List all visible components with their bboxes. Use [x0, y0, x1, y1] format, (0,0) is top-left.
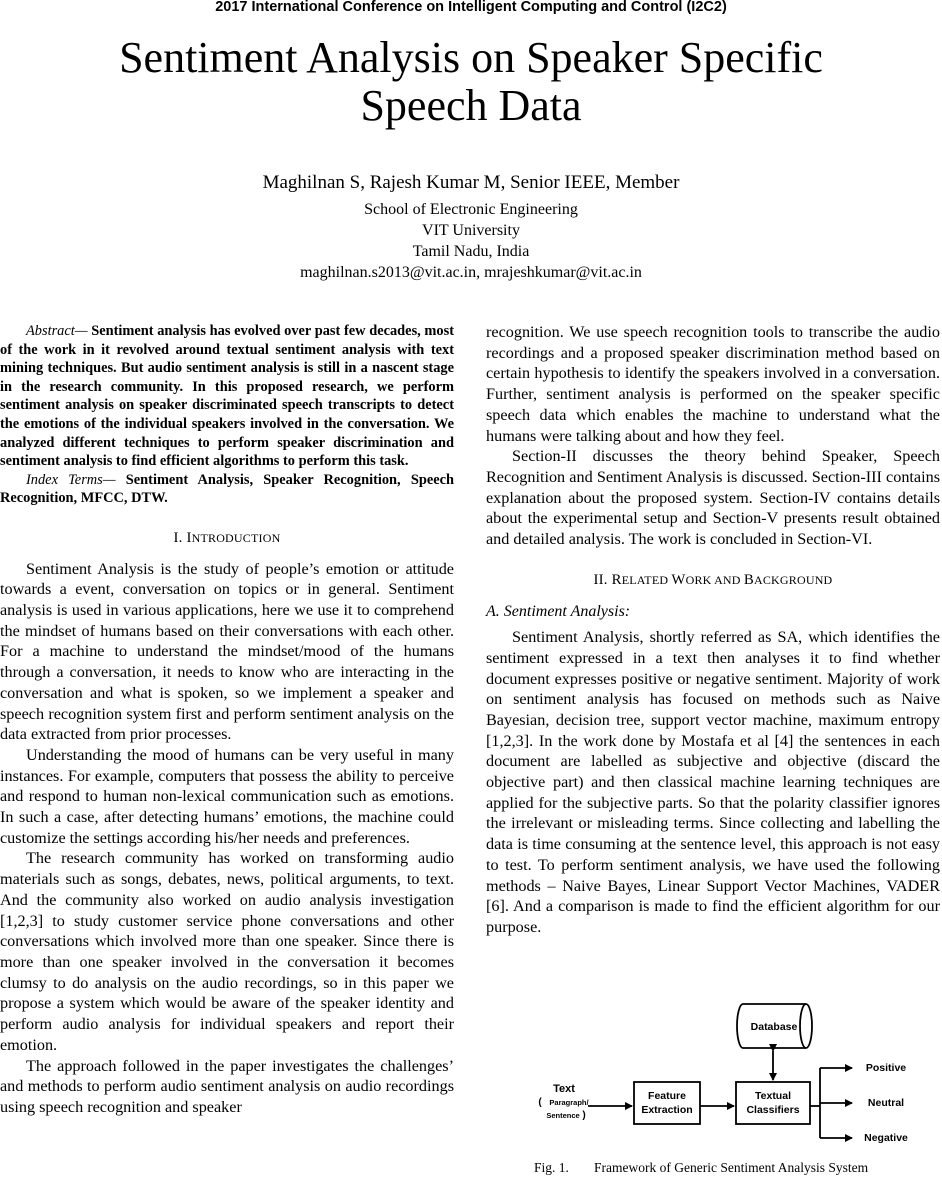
affiliation-block [0, 199, 942, 283]
feature-label-1: Feature [648, 1090, 686, 1102]
intro-paragraph-2: Understanding the mood of humans can be very useful in many instances. For example, computers that possess the ability to perceive and respond to human non-lexical communication such as emotions. In such a case, after detecting humans’ emotions, the machine could customize the settings according his/her needs and preferences. [0, 745, 454, 847]
textual-classifiers-node [736, 1082, 810, 1124]
index-terms-lead: Index Terms— [26, 471, 116, 488]
section-title-cap: B [743, 571, 754, 588]
index-terms [0, 471, 454, 508]
section-title-rest: ACKGROUND [753, 572, 833, 587]
input-label: Text [553, 1083, 575, 1095]
affiliation-school: School of Electronic Engineering [364, 201, 578, 218]
abstract-text: Sentiment analysis has evolved over past few decades, most of the work in it revolved around textual sentiment analysis with text mining techniques. But audio sentiment analysis is still in a nascent stage in the research community. In this proposed research, we perform sentiment analysis on speaker discriminated speech transcripts to detect the emotions of the individual speakers involved in the conversation. We analyzed different techniques to perform speaker discrimination and sentiment analysis to find efficient algorithms to perform this task. [0, 323, 454, 470]
section-heading-related-work [486, 570, 940, 591]
input-sub-1: Paragraph/ [549, 1098, 589, 1107]
subsection-heading-sentiment-analysis: A. Sentiment Analysis: [486, 603, 631, 621]
output-neutral: Neutral [867, 1097, 905, 1109]
figure-caption [534, 1160, 914, 1176]
section-title-rest: ORK AND [685, 572, 744, 587]
section-number: I. [173, 529, 187, 546]
figure-caption-text: Framework of Generic Sentiment Analysis System [594, 1160, 869, 1175]
left-column [0, 322, 454, 1118]
input-close-paren: ) [582, 1110, 586, 1121]
index-terms-text: Sentiment Analysis, Speaker Recognition, Speech Recognition, MFCC, DTW. [0, 471, 454, 507]
input-sub-2: Sentence [546, 1111, 580, 1120]
affiliation-university: VIT University [422, 222, 520, 239]
section-heading-introduction [0, 528, 454, 549]
intro-paragraph-3: The research community has worked on transforming audio materials such as songs, debates, news, political arguments, to text. And the community also worked on audio analysis investigation [1,2,3] to study customer service phone conversations and other conversations which involved more than one speaker. Since there is more than one speaker involved in the conversation it becomes clumsy to do analysis on the audio recordings, so in this paper we propose a system which would be aware of the speaker identity and perform audio analysis for individual speakers and report their emotion. [0, 849, 454, 1054]
intro-paragraph-4: The approach followed in the paper investigates the challenges’ and methods to perform audio sentiment analysis on audio recordings using speech recognition and speaker [0, 1056, 454, 1116]
sentiment-analysis-paragraph: Sentiment Analysis, shortly referred as SA, which identifies the sentiment expressed in a text then analyses it to find whether document expresses positive or negative sentiment. Majority of work on sentiment analysis has focused on methods such as Naive Bayesian, decision tree, support vector machine, maximum entropy [1,2,3]. In the work done by Mostafa et al [4] the sentences in each document are labelled as subjective and objective (discard the objective part) and then classical machine learning techniques are applied for the subjective parts. So that the polarity classifier ignores the irrelevant or misleading terms. Since collecting and labelling the data is time consuming at the sentence level, this approach is not easy to test. To perform sentiment analysis, we have used the following methods – Naive Bayes, Linear Support Vector Machines, VADER [6]. And a comparison is made to find the efficient algorithm for our purpose. [486, 628, 940, 936]
author-list: Maghilnan S, Rajesh Kumar M, Senior IEEE, Member [262, 172, 680, 193]
paper-outline-paragraph: Section-II discusses the theory behind Speaker, Speech Recognition and Sentiment Analysis is discussed. Section-III contains explanation about the proposed system. Section-IV contains details about the experimental setup and Section-V presents result obtained and detailed analysis. The work is concluded in Section-VI. [486, 447, 940, 549]
section-title-rest: ELATED [621, 572, 672, 587]
input-open-paren: ( [538, 1097, 542, 1108]
abstract [0, 322, 454, 471]
abstract-lead: Abstract— [26, 323, 88, 339]
database-node [737, 1004, 812, 1048]
section-title-cap: R [611, 571, 622, 588]
intro-continuation: recognition. We use speech recognition tools to transcribe the audio recordings and a proposed speaker discrimination method based on certain hypothesis to identify the speakers involved in a conversation. Further, sentiment analysis is performed on the speaker specific speech data which enables the machine to understand what the humans were talking about and how they feel. [486, 323, 940, 445]
output-negative: Negative [864, 1132, 908, 1144]
affiliation-emails: maghilnan.s2013@vit.ac.in, mrajeshkumar@vit.ac.in [300, 264, 642, 281]
section-title-cap: W [671, 571, 686, 588]
text-input-node [538, 1083, 589, 1121]
database-label: Database [750, 1021, 798, 1033]
title-line-2: Speech Data [360, 81, 582, 130]
output-positive: Positive [865, 1062, 907, 1074]
output-branches [810, 1068, 852, 1138]
feature-label-2: Extraction [641, 1104, 693, 1116]
title-line-1: Sentiment Analysis on Speaker Specific [119, 33, 823, 82]
figure-caption-number: Fig. 1. [534, 1160, 569, 1175]
paper-title [0, 34, 942, 130]
intro-paragraph-1: Sentiment Analysis is the study of people’s emotion or attitude towards a event, conversation on topics or in general. Sentiment analysis is used in various applications, here we use it to comprehend the mindset of humans based on their conversations with each other. For a machine to understand the mindset/mood of the humans through a conversation, it needs to know who are interacting in the conversation and what is spoken, so we implement a speaker and speech recognition system first and perform sentiment analysis on the data extracted from prior processes. [0, 559, 454, 744]
section-title-rest: NTRODUCTION [191, 530, 281, 545]
affiliation-location: Tamil Nadu, India [412, 243, 530, 260]
section-title-cap: I [186, 529, 192, 546]
feature-extraction-node [634, 1082, 700, 1124]
conference-header: 2017 International Conference on Intelligent Computing and Control (I2C2) [215, 0, 727, 15]
section-number: II. [593, 571, 612, 588]
right-column [486, 322, 940, 938]
classifier-label-1: Textual [755, 1090, 791, 1102]
classifier-label-2: Classifiers [746, 1104, 800, 1116]
